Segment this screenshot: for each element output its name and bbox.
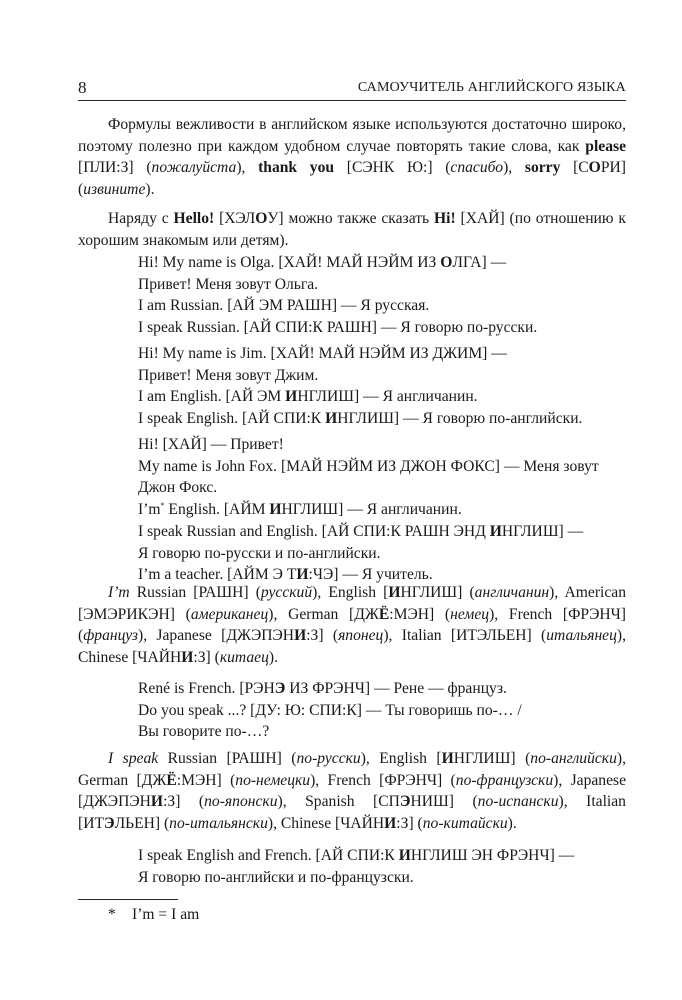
- example-line: Вы говорите по-…?: [138, 723, 270, 741]
- example-line: I’m* English. [АЙМ ИНГЛИШ] — Я англичанин.: [138, 500, 462, 519]
- example-line: Hi! [ХАЙ] — Привет!: [138, 436, 284, 453]
- example-line: I speak English. [АЙ СПИ:К ИНГЛИШ] — Я говорю по-английски.: [138, 410, 583, 428]
- running-title: САМОУЧИТЕЛЬ АНГЛИЙСКОГО ЯЗЫКА: [357, 80, 626, 95]
- page-number: 8: [78, 78, 87, 97]
- footnote-divider: [78, 899, 178, 900]
- example-line: René is French. [РЭНЭ ИЗ ФРЭНЧ] — Рене — француз.: [138, 680, 507, 697]
- example-line: Hi! My name is Jim. [ХАЙ! МАЙ НЭЙМ ИЗ ДЖИМ] —: [138, 345, 507, 362]
- example-line: I speak Russian and English. [АЙ СПИ:К РАШН ЭНД ИНГЛИШ] —: [138, 522, 584, 540]
- example-rene: [138, 678, 628, 743]
- example-line: Я говорю по-русски и по-английски.: [138, 544, 381, 562]
- paragraph-hello-hi: Наряду с Hello! [ХЭЛОУ] можно также сказать Hi! [ХАЙ] (по отношению к хорошим знакомым или детям).: [78, 210, 626, 249]
- page-header: [78, 76, 626, 101]
- example-line: I’m a teacher. [АЙМ Э ТИ:ЧЭ] — Я учитель.: [138, 566, 433, 584]
- example-jim: [138, 343, 628, 430]
- example-line: I speak Russian. [АЙ СПИ:К РАШН] — Я говорю по-русски.: [138, 319, 538, 337]
- example-line: Hi! My name is Olga. [ХАЙ! МАЙ НЭЙМ ИЗ ОЛГА] —: [138, 254, 507, 271]
- example-john-fox: [138, 434, 628, 586]
- example-line: Do you speak ...? [ДУ: Ю: СПИ:К] — Ты говоришь по-… /: [138, 701, 522, 719]
- footnote-star: *: [108, 906, 116, 923]
- example-english-french: [138, 845, 628, 888]
- example-line: Я говорю по-английски и по-французски.: [138, 868, 414, 886]
- example-line: Привет! Меня зовут Джим.: [138, 366, 319, 384]
- paragraph-politeness: Формулы вежливости в английском языке используются достаточно широко, поэтому полезно при каждом удобном случае повторять такие слова, как please [ПЛИ:З] (пожалуйста), thank you [СЭНК Ю:] (спасибо), sorry [СОРИ] (извините).: [78, 116, 626, 199]
- footnote-text: I’m = I am: [132, 906, 200, 923]
- example-line: I speak English and French. [АЙ СПИ:К ИНГЛИШ ЭН ФРЭНЧ] —: [138, 847, 575, 864]
- footnote: [108, 906, 199, 924]
- example-line: I am English. [АЙ ЭМ ИНГЛИШ] — Я англичанин.: [138, 388, 478, 406]
- paragraph-nationalities: I’m Russian [РАШН] (русский), English [ИНГЛИШ] (англичанин), American [ЭМЭРИКЭН] (американец), German [ДЖЁ:МЭН] (немец), French [ФРЭНЧ] (француз), Japanese [ДЖЭПЭНИ:З] (японец), Italian [ИТЭЛЬЕН] (итальянец), Chinese [ЧАЙНИ:З] (китаец).: [78, 584, 626, 667]
- example-line: My name is John Fox. [МАЙ НЭЙМ ИЗ ДЖОН ФОКС] — Меня зовут: [138, 457, 599, 475]
- example-line: Привет! Меня зовут Ольга.: [138, 275, 319, 293]
- example-line: Джон Фокс.: [138, 479, 218, 497]
- example-olga: [138, 252, 628, 339]
- example-line: I am Russian. [АЙ ЭМ РАШН] — Я русская.: [138, 297, 430, 315]
- paragraph-languages: I speak Russian [РАШН] (по-русски), English [ИНГЛИШ] (по-английски), German [ДЖЁ:МЭН] (по-немецки), French [ФРЭНЧ] (по-французски), Japanese [ДЖЭПЭНИ:З] (по-японски), Spanish [СПЭНИШ] (по-испански), Italian [ИТЭЛЬЕН] (по-итальянски), Chinese [ЧАЙНИ:З] (по-китайски).: [78, 750, 626, 833]
- footnote-marker: *: [160, 500, 165, 510]
